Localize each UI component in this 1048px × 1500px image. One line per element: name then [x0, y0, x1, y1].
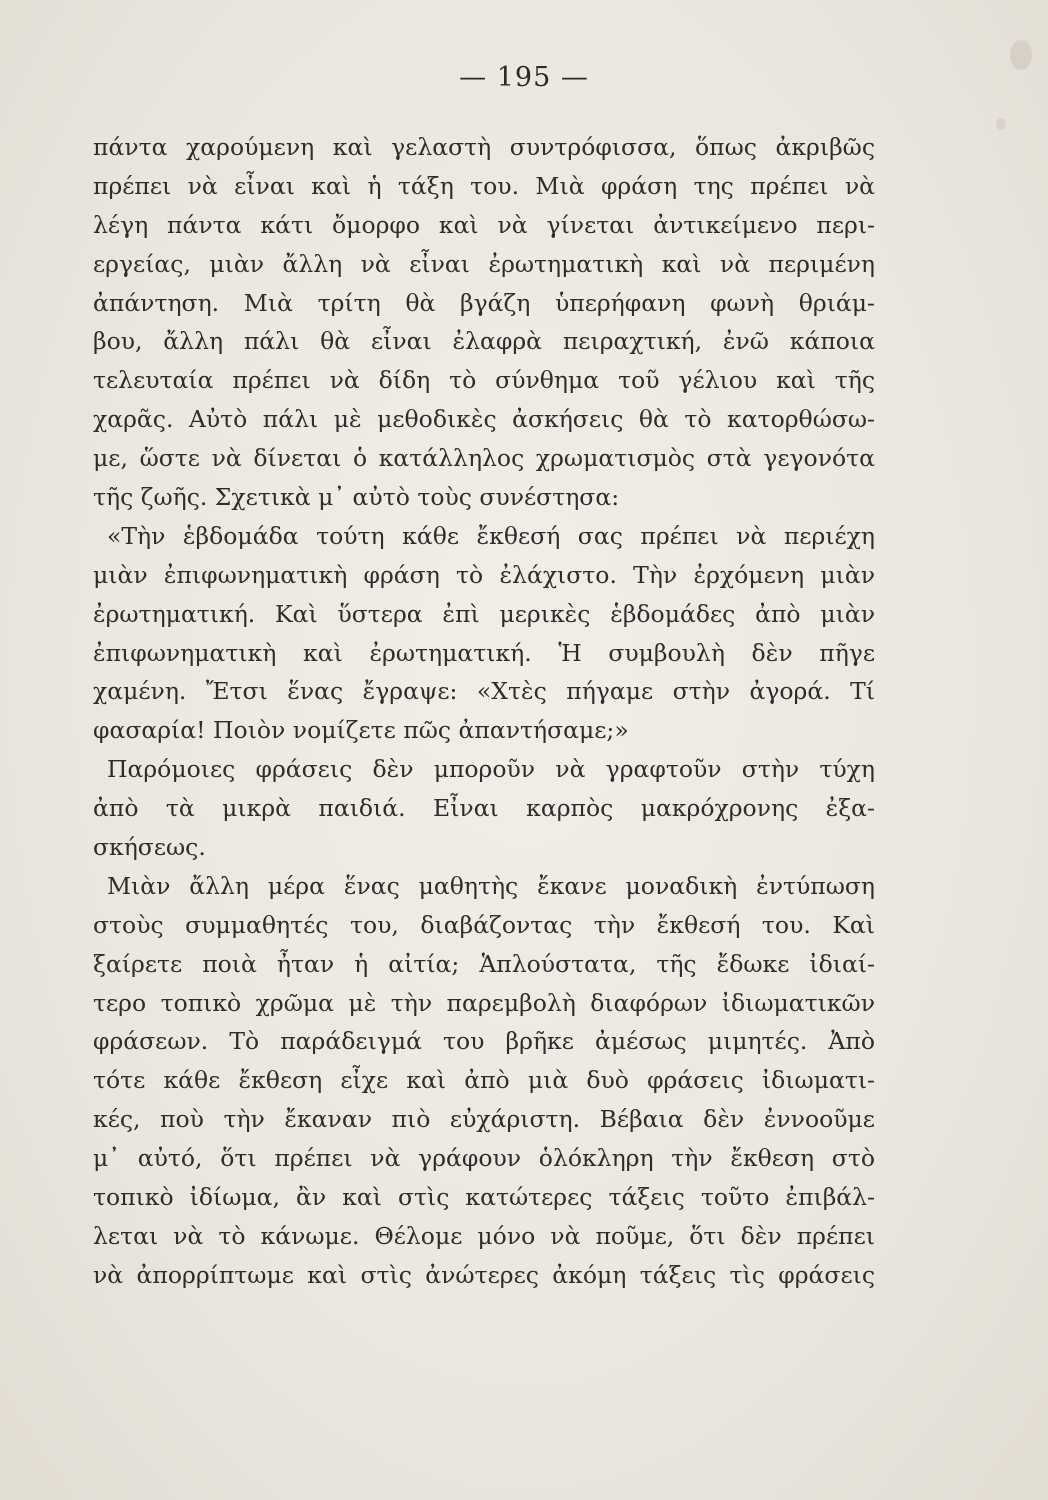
text-line: κές, ποὺ τὴν ἔκαναν πιὸ εὐχάριστη. Βέβαια δὲν ἐννοοῦμε	[93, 1105, 875, 1134]
text-line: τῆς ζωῆς. Σχετικὰ μ᾽ αὐτὸ τοὺς συνέστησα:	[93, 483, 620, 512]
text-line: ξαίρετε ποιὰ ἦταν ἡ αἰτία; Ἁπλούστατα, τῆς ἔδωκε ἰδιαί-	[93, 949, 875, 978]
text-line: ἀπὸ τὰ μικρὰ παιδιά. Εἶναι καρπὸς μακρόχρονης ἐξα-	[93, 794, 875, 823]
text-line: ἀπάντηση. Μιὰ τρίτη θὰ βγάζη ὑπερήφανη φωνὴ θριάμ-	[93, 288, 875, 317]
text-line: τότε κάθε ἔκθεση εἶχε καὶ ἀπὸ μιὰ δυὸ φράσεις ἰδιωματι-	[93, 1066, 875, 1095]
body-text	[93, 128, 875, 1295]
text-line: εργείας, μιὰν ἄλλη νὰ εἶναι ἐρωτηματικὴ καὶ νὰ περιμένη	[93, 249, 875, 278]
text-line: Μιὰν ἄλλη μέρα ἕνας μαθητὴς ἔκανε μοναδικὴ ἐντύπωση	[107, 871, 875, 900]
text-line: χαρᾶς. Αὐτὸ πάλι μὲ μεθοδικὲς ἀσκήσεις θὰ τὸ κατορθώσω-	[93, 405, 875, 434]
text-line: πάντα χαρούμενη καὶ γελαστὴ συντρόφισσα, ὅπως ἀκριβῶς	[93, 133, 875, 161]
text-line: χαμένη. Ἔτσι ἕνας ἔγραψε: «Χτὲς πήγαμε στὴν ἀγορά. Τί	[93, 677, 875, 706]
text-line: λέγη πάντα κάτι ὄμορφο καὶ νὰ γίνεται ἀντικείμενο περι-	[93, 210, 875, 239]
text-line: νὰ ἀπορρίπτωμε καὶ στὶς ἀνώτερες ἀκόμη τάξεις τὶς φράσεις	[93, 1260, 875, 1289]
text-line: φασαρία! Ποιὸν νομίζετε πῶς ἀπαντήσαμε;»	[93, 716, 629, 745]
text-line: μ᾽ αὐτό, ὅτι πρέπει νὰ γράφουν ὁλόκληρη τὴν ἔκθεση στὸ	[93, 1144, 875, 1173]
text-line: λεται νὰ τὸ κάνωμε. Θέλομε μόνο νὰ ποῦμε, ὅτι δὲν πρέπει	[93, 1221, 875, 1250]
text-line: ἐπιφωνηματικὴ καὶ ἐρωτηματική. Ἡ συμβουλὴ δὲν πῆγε	[93, 638, 875, 667]
text-line: τερο τοπικὸ χρῶμα μὲ τὴν παρεμβολὴ διαφόρων ἰδιωματικῶν	[93, 988, 875, 1017]
text-line: φράσεων. Τὸ παράδειγμά του βρῆκε ἀμέσως μιμητές. Ἀπὸ	[93, 1027, 875, 1056]
page-stain	[996, 118, 1006, 130]
page-number: — 195 —	[459, 62, 589, 93]
text-line: βου, ἄλλη πάλι θὰ εἶναι ἐλαφρὰ πειραχτική, ἐνῶ κάποια	[93, 327, 875, 356]
text-line: στοὺς συμμαθητές του, διαβάζοντας τὴν ἔκθεσή του. Καὶ	[93, 910, 875, 939]
text-line: Παρόμοιες φράσεις δὲν μποροῦν νὰ γραφτοῦν στὴν τύχη	[107, 755, 875, 784]
text-line: «Τὴν ἑβδομάδα τούτη κάθε ἔκθεσή σας πρέπει νὰ περιέχη	[107, 521, 875, 550]
text-line: πρέπει νὰ εἶναι καὶ ἡ τάξη του. Μιὰ φράση της πρέπει νὰ	[93, 171, 875, 200]
text-line: τελευταία πρέπει νὰ δίδη τὸ σύνθημα τοῦ γέλιου καὶ τῆς	[93, 366, 875, 395]
text-line: μιὰν ἐπιφωνηματικὴ φράση τὸ ἐλάχιστο. Τὴν ἐρχόμενη μιὰν	[93, 560, 875, 589]
text-line: σκήσεως.	[93, 833, 206, 862]
text-line: τοπικὸ ἰδίωμα, ἂν καὶ στὶς κατώτερες τάξεις τοῦτο ἐπιβάλ-	[93, 1183, 875, 1212]
text-line: ἐρωτηματική. Καὶ ὕστερα ἐπὶ μερικὲς ἑβδομάδες ἀπὸ μιὰν	[93, 599, 875, 628]
text-line: με, ὥστε νὰ δίνεται ὁ κατάλληλος χρωματισμὸς στὰ γεγονότα	[93, 444, 875, 473]
